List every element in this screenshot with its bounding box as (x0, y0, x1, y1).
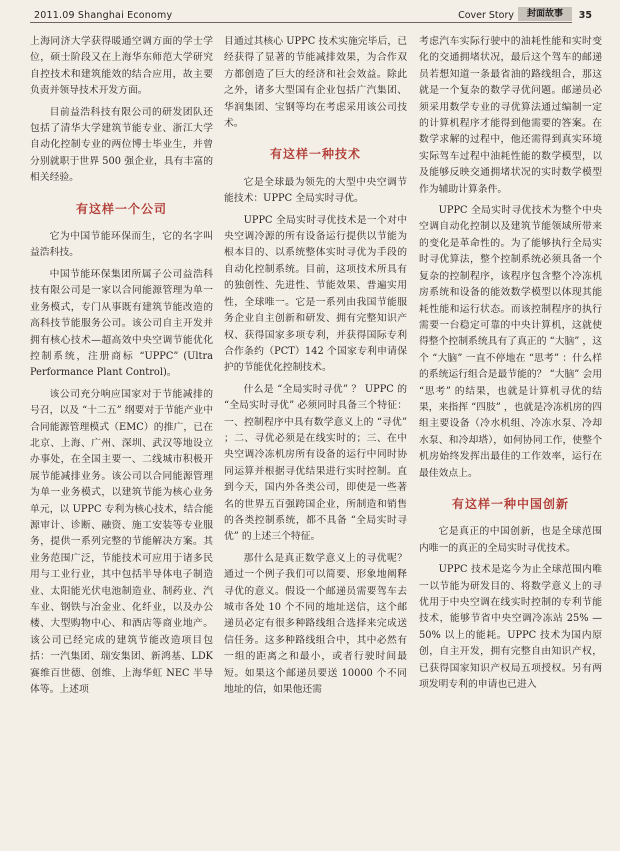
section-heading-company: 有这样一个公司 (75, 201, 167, 216)
section-heading-technology: 有这样一种技术 (269, 147, 361, 162)
paragraph: 什么是 “全局实时寻优” ？ UPPC 的 “全局实时寻优” 必须同时具备三个特征：一、控制程序中具有数学意义上的 “寻优” ；二、寻优必须是在线实时的；三、在中央空调冷冻机房所有设备的运行中同时协同运算并根据寻优结果进行实时控制。直到今天，国内外各类公司，即使是一些著名的世界五百强跨国企业，所制造和销售的各类控制系统，都不具备 “全局实时寻优” 的上述三个特征。 (224, 383, 407, 543)
section-badge: 封面故事 (518, 7, 572, 21)
paragraph: 目通过其核心 UPPC 技术实施完毕后，已经获得了显著的节能减排效果，为合作双方都创造了巨大的经济和社会效益。除此之外，诸多大型国有企业包括广汽集团、华润集团、宝钢等均在考虑采用该公司技术。 (224, 36, 407, 130)
paragraph: 它为中国节能环保而生，它的名字叫益浩科技。 (30, 231, 213, 259)
paragraph: 考虑汽车实际行驶中的油耗性能和实时变化的交通拥堵状况，最后这个驾车的邮递员若想知道一条最省油的路线组合，那这就是一个复杂的数学寻优问题。邮递员必须采用数学专业的寻优算法通过编制一定的计算机程序才能得到他需要的答案。在数学求解的过程中，他还需得到真实环境实际驾车过程中油耗性能的数学模型，以及能够反映交通拥堵状况的实时数学模型作为辅助计算条件。 (419, 36, 602, 195)
page-header (20, 6, 610, 24)
paragraph: UPPC 全局实时寻优技术为整个中央空调自动化控制以及建筑节能领域所带来的变化是革命性的。为了能够执行全局实时寻优算法，整个控制系统必须具备一个复杂的控制程序，该程序包含整个冷冻机房系统和设备的能效数学模型以体现其能耗性能和运行状态。而该控制程序的执行需要一台稳定可靠的中央计算机，这就使得整个控制系统具有了真正的 “大脑” ，这个 “大脑” 一直不停地在 “思考” ：什么样的系统运行组合是最节能的？ “大脑” 会用 “思考” 的结果，也就是计算机寻优的结果，来指挥 “四肢” ，也就是冷冻机房的四组主要设备（冷水机组、冷冻水泵、冷却水泵、和冷却塔），如何协同工作，使整个机房始终发挥出最佳的工作效率，运行在最佳效点上。 (419, 205, 602, 479)
section-heading-innovation: 有这样一种中国创新 (451, 496, 569, 511)
page-number: 35 (578, 10, 592, 21)
paragraph: 该公司充分响应国家对于节能减排的号召，以及 “十二五” 纲要对于节能产业中合同能源管理模式（EMC）的推广，已在北京、上海、广州、深圳、武汉等地设立办事处，在全国主要一、二线城市积极开展节能减排业务。该公司以合同能源管理为单一业务模式，以建筑节能为核心业务单元，以 UPPC 专利为核心技术，结合能源审计、诊断、融资、施工安装等专业服务，提供一系列完整的节能解决方案。其业务范围广泛，节能技术可应用于诸多民用与工业行业，其中包括半导体电子制造业、太阳能光伏电池制造业、制药业、汽车业、钢铁与冶金业、化纤业，以及办公楼、大型购物中心、和酒店等商业地产。该公司已经完成的建筑节能改造项目包括：一汽集团、瑞安集团、新鸿基、LDK 赛维百世德、创维、上海华虹 NEC 半导体等。上述项 (30, 388, 213, 696)
paragraph: 上海同济大学获得暖通空调方面的学士学位，硕士阶段又在上海华东师范大学研究自控技术和建筑能效的结合应用，故主要负责并领导技术开发方面。 (30, 36, 213, 97)
paragraph: 目前益浩科技有限公司的研发团队还包括了清华大学建筑节能专业、浙江大学自动化控制专业的两位博士毕业生，并曾分别就职于世界 500 强企业，具有丰富的相关经验。 (30, 106, 213, 184)
cover-story-label: Cover Story (458, 10, 514, 21)
column-1 (30, 34, 213, 703)
paragraph: 那什么是真正数学意义上的寻优呢？通过一个例子我们可以简要、形象地阐释寻优的意义。假设一个邮递员需要驾车去城市各处 10 个不同的地址送信，这个邮递员必定有很多种路线组合选择来完成送信任务。这多种路线组合中，其中必然有一组的距离之和最小，或者行驶时间最短。如果这个邮递员要送 10000 个不同地址的信，如果他还需 (224, 552, 407, 696)
paragraph: UPPC 全局实时寻优技术是一个对中央空调冷源的所有设备运行提供以节能为根本目的、以系统整体实时寻优为手段的自动化控制系统。目前，这项技术所具有的独创性、先进性、节能效果、普遍实用性，全球唯一。它是一系列由我国节能服务企业自主创新和研发、拥有完整知识产权、获得国家多项专利，并获得国际专利合作条约（PCT）142 个国家专利申请保护的节能优化控制技术。 (224, 214, 407, 374)
paragraph: UPPC 技术是迄今为止全球范围内唯一以节能为研发目的、将数学意义上的寻优用于中央空调在线实时控制的专利节能技术，能够节省中央空调冷冻站 25% — 50% 以上的能耗。UPPC 技术为国内原创，自主开发，拥有完整自由知识产权，已获得国家知识产权局五项授权。另有两项发明专利的申请也已进入 (419, 564, 602, 691)
header-rule (30, 22, 572, 23)
issue-label: 2011.09 Shanghai Economy (34, 10, 173, 21)
paragraph: 中国节能环保集团所属子公司益浩科技有限公司是一家以合同能源管理为单一业务模式，专门从事既有建筑节能改造的高科技节能服务公司。该公司自主开发并拥有核心技术—超高效中央空调节能优化控制系统，注册商标 “UPPC” (Ultra Performance Plant Control)。 (30, 268, 213, 379)
paragraph: 它是全球最为领先的大型中央空调节能技术：UPPC 全局实时寻优。 (224, 176, 407, 205)
paragraph: 它是真正的中国创新，也是全球范围内唯一的真正的全局实时寻优技术。 (419, 526, 602, 554)
column-2 (224, 34, 407, 703)
column-3 (419, 34, 602, 698)
